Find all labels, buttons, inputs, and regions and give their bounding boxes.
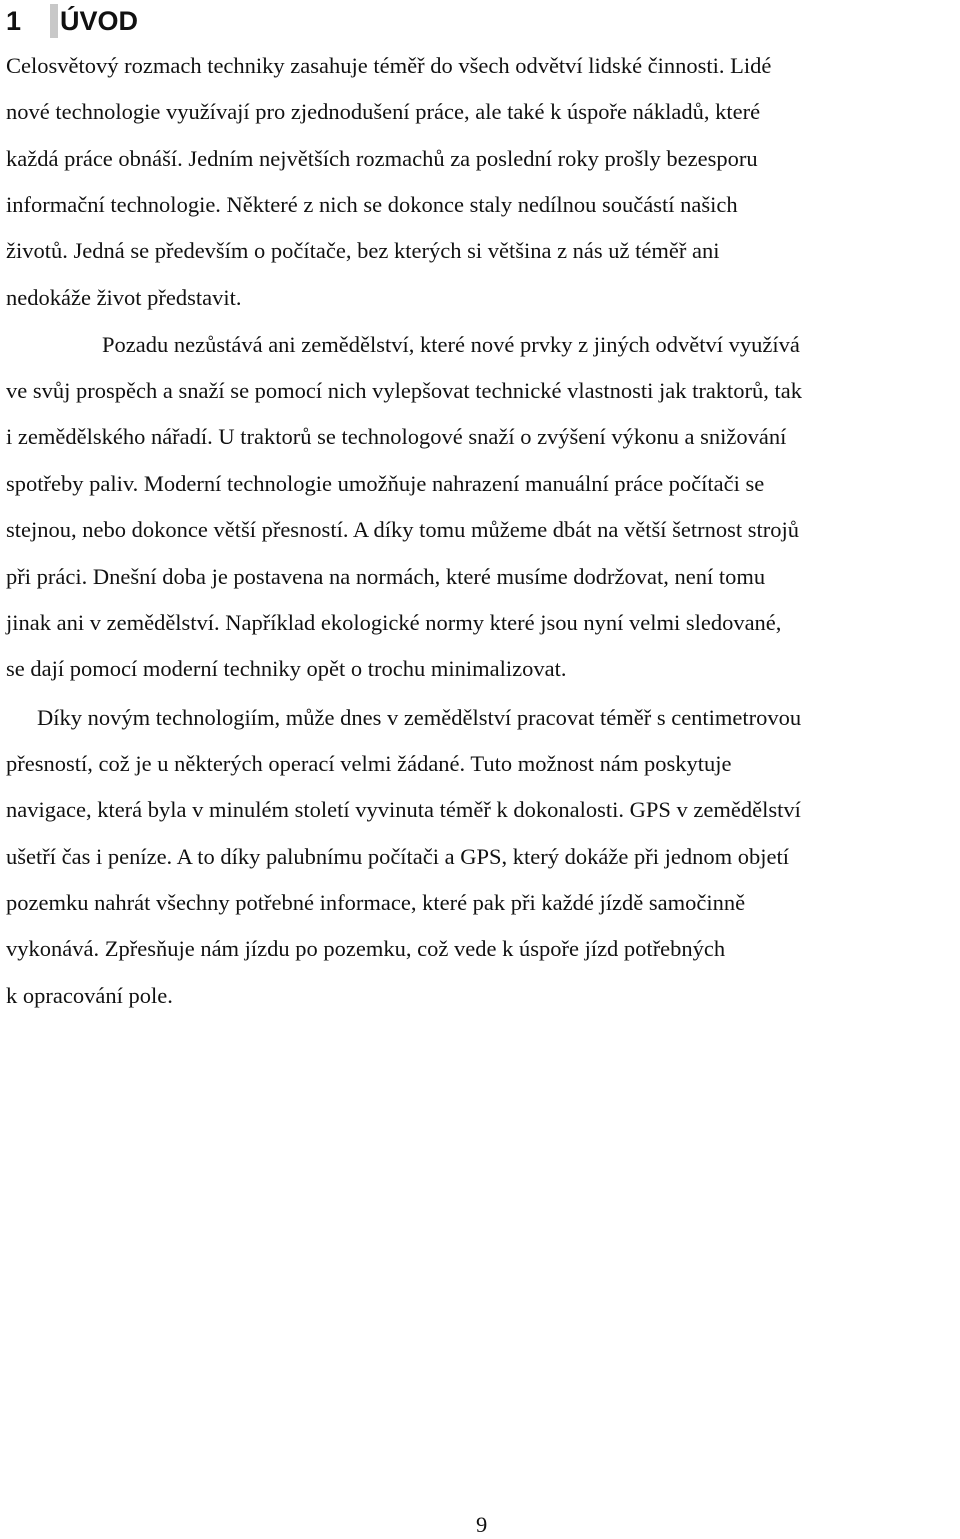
page-number: 9 <box>476 1512 488 1537</box>
heading-marker <box>50 4 58 38</box>
paragraph-3-line-6: vykonává. Zpřesňuje nám jízdu po pozemku, což vede k úspoře jízd potřebných <box>6 936 726 961</box>
paragraph-1-line-6: nedokáže život představit. <box>6 285 242 310</box>
paragraph-2-line-2: ve svůj prospěch a snaží se pomocí nich vylepšovat technické vlastnosti jak traktorů, tak <box>6 378 803 403</box>
paragraph-3-line-3: navigace, která byla v minulém století vyvinuta téměř k dokonalosti. GPS v zemědělství <box>6 797 801 822</box>
paragraph-2-line-7: jinak ani v zemědělství. Například ekologické normy které jsou nyní velmi sledované, <box>6 610 782 635</box>
paragraph-2-line-5: stejnou, nebo dokonce větší přesností. A díky tomu můžeme dbát na větší šetrnost strojů <box>6 517 800 542</box>
paragraph-2-line-4: spotřeby paliv. Moderní technologie umožňuje nahrazení manuální práce počítači se <box>6 471 765 496</box>
paragraph-2-line-1: Pozadu nezůstává ani zemědělství, které nové prvky z jiných odvětví využívá <box>102 332 800 357</box>
paragraph-1-line-2: nové technologie využívají pro zjednodušení práce, ale také k úspoře nákladů, které <box>6 99 761 124</box>
paragraph-2-line-8: se dají pomocí moderní techniky opět o trochu minimalizovat. <box>6 656 567 681</box>
chapter-number: 1 <box>6 5 22 36</box>
paragraph-1-line-5: životů. Jedná se především o počítače, bez kterých si většina z nás už téměř ani <box>6 238 720 263</box>
paragraph-3-line-7: k opracování pole. <box>6 983 173 1008</box>
paragraph-1-line-3: každá práce obnáší. Jedním největších rozmachů za poslední roky prošly bezesporu <box>6 146 758 171</box>
paragraph-2-line-6: při práci. Dnešní doba je postavena na normách, které musíme dodržovat, není tomu <box>6 564 766 589</box>
paragraph-3-line-5: pozemku nahrát všechny potřebné informace, které pak při každé jízdě samočinně <box>6 890 746 915</box>
paragraph-2-line-3: i zemědělského nářadí. U traktorů se technologové snaží o zvýšení výkonu a snižování <box>6 424 787 449</box>
paragraph-3-line-2: přesností, což je u některých operací velmi žádané. Tuto možnost nám poskytuje <box>6 751 732 776</box>
chapter-title: ÚVOD <box>60 5 139 36</box>
paragraph-1-line-1: Celosvětový rozmach techniky zasahuje téměř do všech odvětví lidské činnosti. Lidé <box>6 53 772 78</box>
paragraph-3-line-4: ušetří čas i peníze. A to díky palubnímu počítači a GPS, který dokáže při jednom objetí <box>6 844 789 869</box>
paragraph-1-line-4: informační technologie. Některé z nich se dokonce staly nedílnou součástí našich <box>6 192 738 217</box>
chapter-heading <box>6 2 138 40</box>
paragraph-3-line-1: Díky novým technologiím, může dnes v zemědělství pracovat téměř s centimetrovou <box>37 705 802 730</box>
